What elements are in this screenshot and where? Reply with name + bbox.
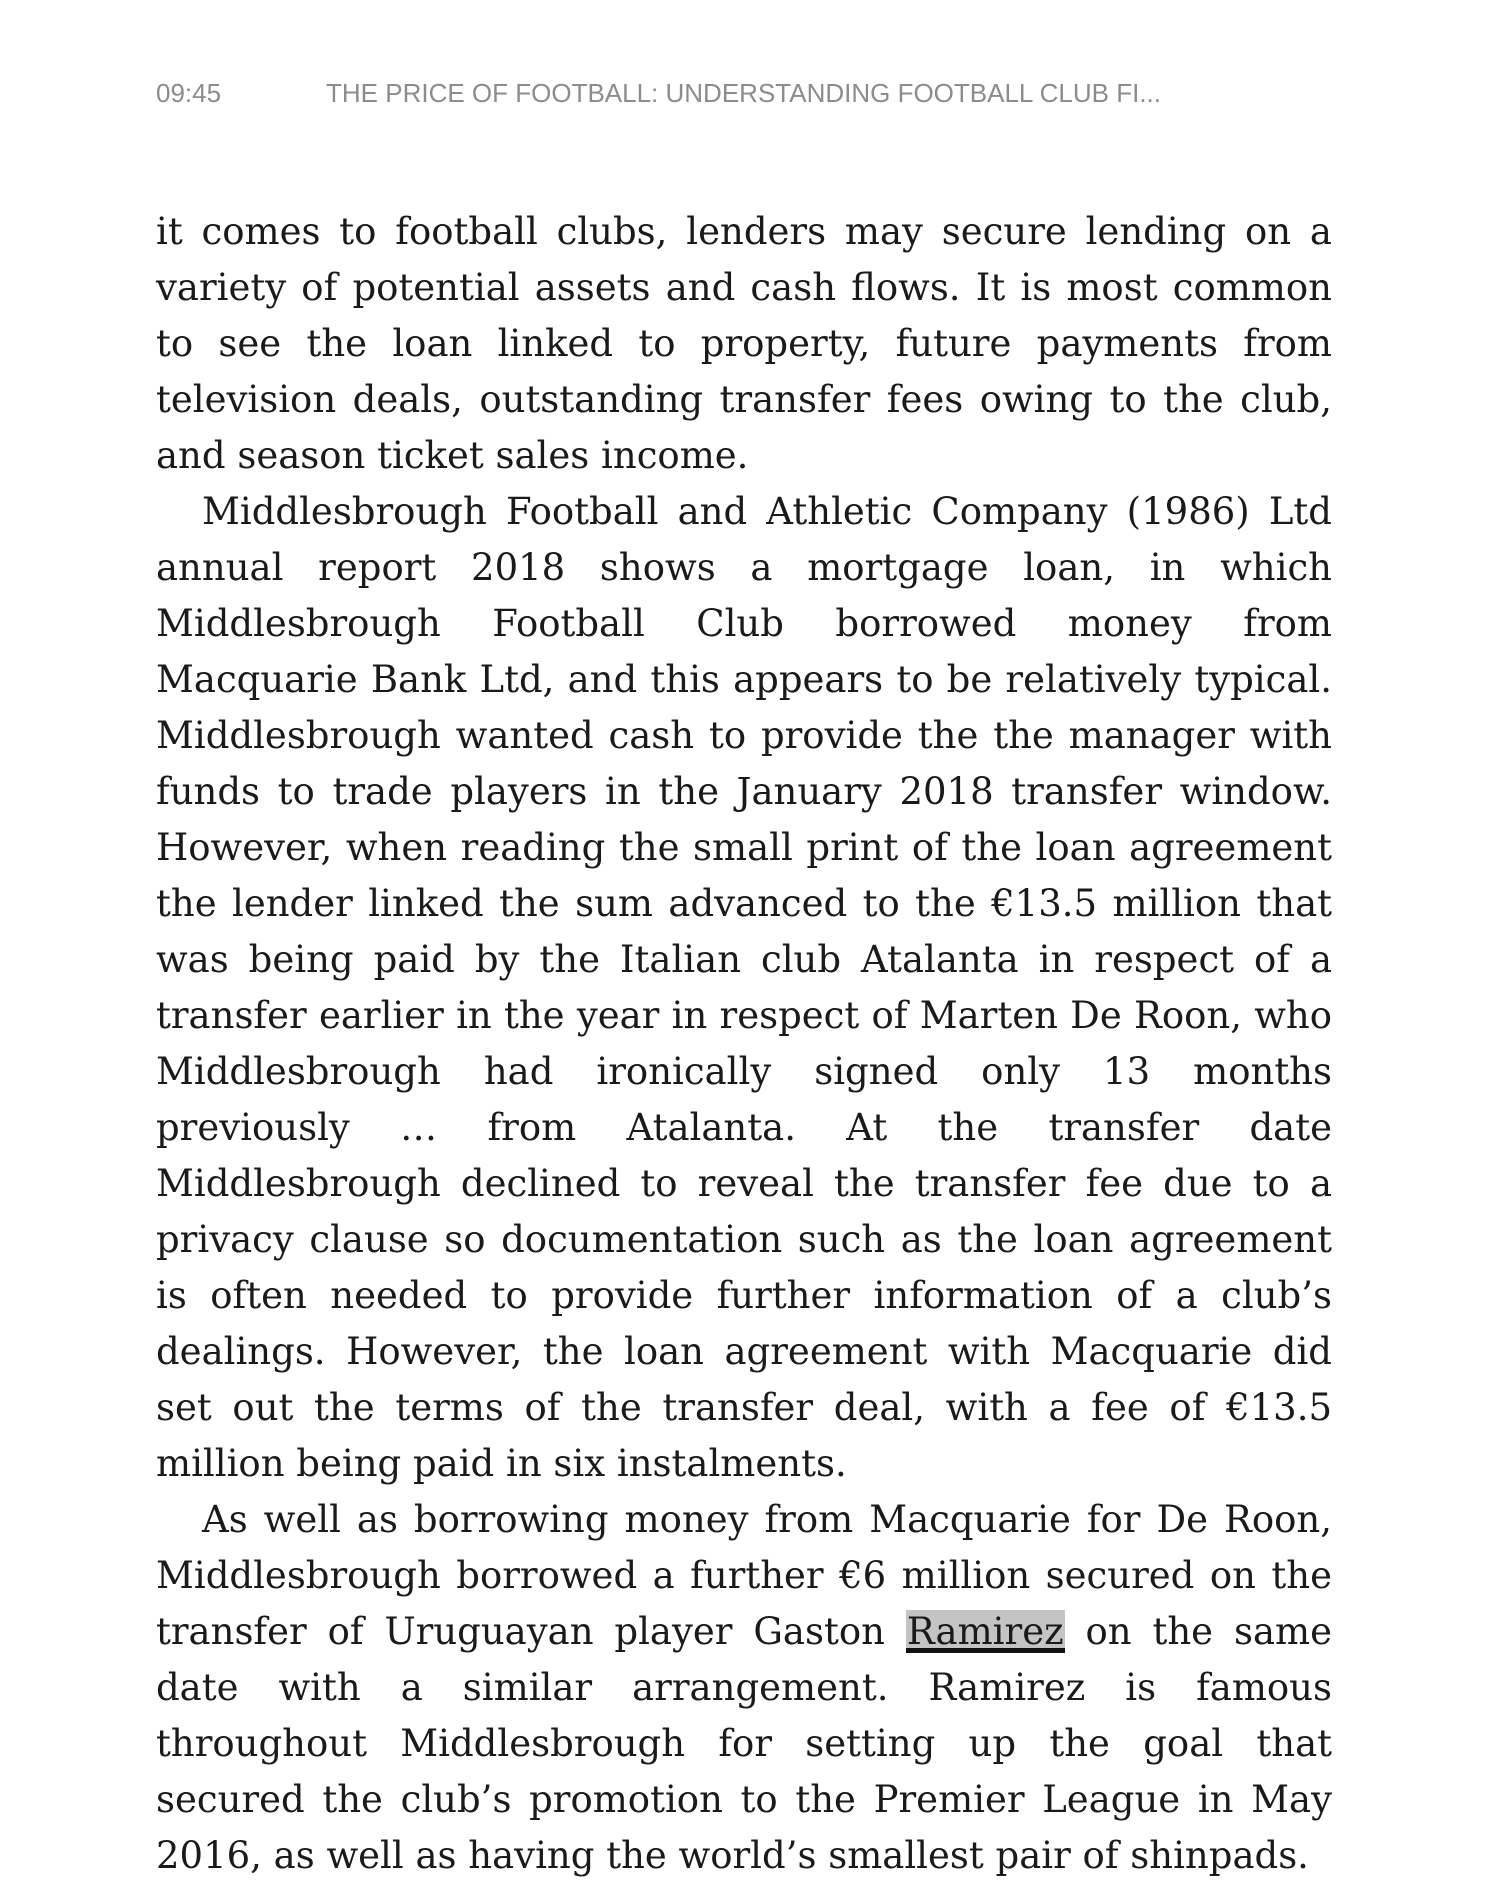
paragraph-2: Middlesbrough Football and Athletic Company (1986) Ltd annual report 2018 shows a mortgage loan, in which Middlesbrough Football Club borrowed money from Macquarie Bank Ltd, and this appears to be relatively typical. Middlesbrough wanted cash to provide the the manager with funds to trade players in the January 2018 transfer window. However, when reading the small print of the loan agreement the lender linked the sum advanced to the €13.5 million that was being paid by the Italian club Atalanta in respect of a transfer earlier in the year in respect of Marten De Roon, who Middlesbrough had ironically signed only 13 months previously … from Atalanta. At the transfer date Middlesbrough declined to reveal the transfer fee due to a privacy clause so documentation such as the loan agreement is often needed to provide further information of a club’s dealings. However, the loan agreement with Macquarie did set out the terms of the transfer deal, with a fee of €13.5 million being paid in six instalments. (156, 490, 1332, 1485)
paragraph-3 (156, 1492, 1332, 1884)
highlighted-word[interactable]: Ramirez (906, 1610, 1064, 1653)
status-bar (156, 78, 1334, 114)
paragraph-3-before-text: As well as borrowing money from Macquarie for De Roon, Middlesbrough borrowed a further €6 million secured on the transfer of Uruguayan player Gaston (156, 1498, 1332, 1653)
paragraph-1: it comes to football clubs, lenders may secure lending on a variety of potential assets and cash flows. It is most common to see the loan linked to property, future payments from television deals, outstanding transfer fees owing to the club, and season ticket sales income. (156, 210, 1332, 477)
book-title: THE PRICE OF FOOTBALL: UNDERSTANDING FOOTBALL CLUB FI... (326, 78, 1162, 108)
reading-page[interactable] (156, 204, 1332, 1884)
paragraph-3-after-text: on the same date with a similar arrangement. Ramirez is famous throughout Middlesbrough for setting up the goal that secured the club’s promotion to the Premier League in May 2016, as well as having the world’s smallest pair of shinpads. (156, 1610, 1332, 1877)
clock-time: 09:45 (156, 78, 222, 108)
